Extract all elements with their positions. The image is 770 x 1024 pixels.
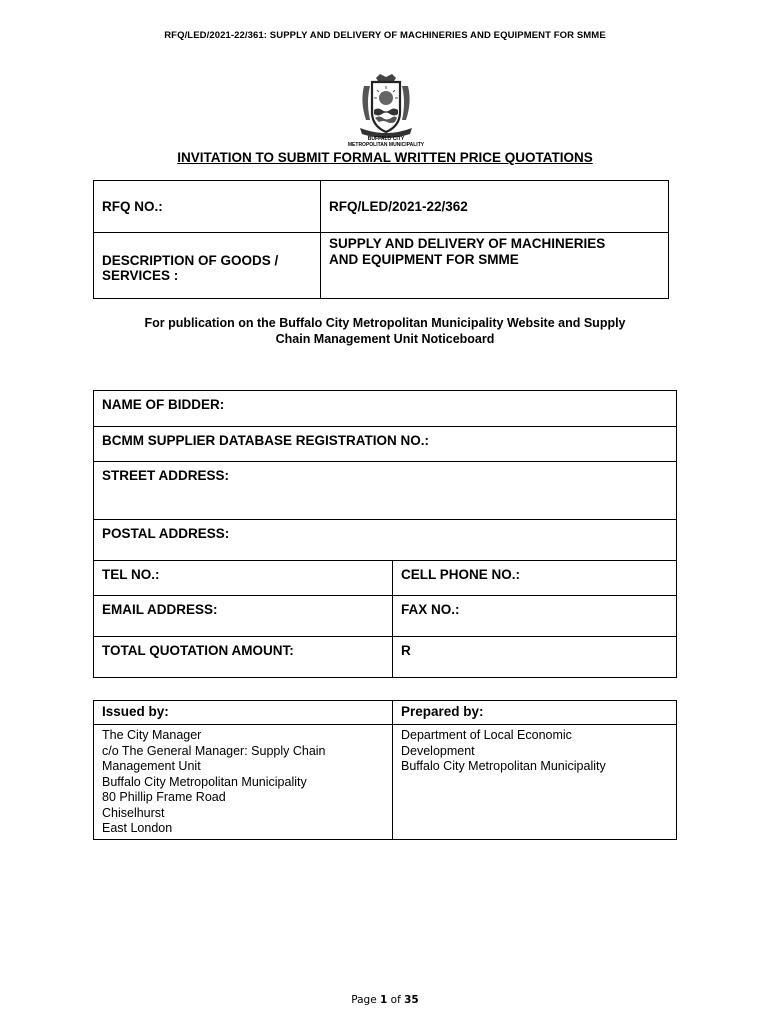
rfq-info-table bbox=[93, 180, 669, 299]
publication-note bbox=[90, 316, 680, 347]
logo-text-line1: BUFFALO CITY bbox=[367, 136, 405, 142]
logo-text-line2: METROPOLITAN MUNICIPALITY bbox=[347, 142, 425, 148]
coat-of-arms-icon bbox=[342, 72, 430, 138]
description-label bbox=[94, 233, 321, 299]
issued-by-line: Management Unit bbox=[102, 759, 201, 773]
postal-address-field[interactable]: POSTAL ADDRESS: bbox=[94, 520, 677, 561]
total-quotation-label: TOTAL QUOTATION AMOUNT: bbox=[94, 637, 393, 678]
fax-number-field[interactable]: FAX NO.: bbox=[393, 596, 677, 637]
page-of: of bbox=[390, 994, 401, 1006]
prepared-by-header: Prepared by: bbox=[393, 701, 677, 725]
rfq-number-label: RFQ NO.: bbox=[94, 181, 321, 233]
issued-by-line: c/o The General Manager: Supply Chain bbox=[102, 743, 326, 758]
description-value-line: AND EQUIPMENT FOR SMME bbox=[329, 252, 519, 267]
description-label-line: DESCRIPTION OF GOODS / bbox=[102, 252, 279, 268]
page-word: Page bbox=[351, 994, 377, 1006]
issued-prepared-table bbox=[93, 700, 677, 840]
municipality-logo bbox=[342, 72, 430, 152]
total-quotation-amount-field[interactable]: R bbox=[393, 637, 677, 678]
page-number bbox=[0, 994, 770, 1006]
description-label-line: SERVICES : bbox=[102, 267, 179, 283]
issued-by-address bbox=[94, 725, 393, 840]
prepared-by-line: Development bbox=[401, 743, 475, 758]
description-value-line: SUPPLY AND DELIVERY OF MACHINERIES bbox=[329, 236, 606, 251]
prepared-by-address bbox=[393, 725, 677, 840]
publication-line: Chain Management Unit Noticeboard bbox=[275, 331, 495, 346]
issued-by-line: Chiselhurst bbox=[102, 805, 165, 820]
bidder-details-table bbox=[93, 390, 677, 678]
bidder-name-field[interactable]: NAME OF BIDDER: bbox=[94, 391, 677, 427]
page-current: 1 bbox=[380, 994, 388, 1006]
rfq-number-value: RFQ/LED/2021-22/362 bbox=[321, 181, 669, 233]
issued-by-header: Issued by: bbox=[94, 701, 393, 725]
issued-by-line: The City Manager bbox=[102, 728, 202, 742]
publication-line: For publication on the Buffalo City Metropolitan Municipality Website and Supply bbox=[144, 316, 626, 330]
issued-by-line: East London bbox=[102, 821, 173, 835]
page-title: INVITATION TO SUBMIT FORMAL WRITTEN PRICE QUOTATIONS bbox=[177, 150, 593, 165]
issued-by-line: 80 Phillip Frame Road bbox=[102, 790, 226, 804]
prepared-by-line: Department of Local Economic bbox=[401, 728, 572, 742]
supplier-registration-field[interactable]: BCMM SUPPLIER DATABASE REGISTRATION NO.: bbox=[94, 427, 677, 462]
street-address-field[interactable]: STREET ADDRESS: bbox=[94, 462, 677, 520]
running-header: RFQ/LED/2021-22/361: SUPPLY AND DELIVERY OF MACHINERIES AND EQUIPMENT FOR SMME bbox=[164, 30, 606, 41]
page-total: 35 bbox=[404, 994, 419, 1006]
prepared-by-line: Buffalo City Metropolitan Municipality bbox=[401, 759, 606, 773]
tel-number-field[interactable]: TEL NO.: bbox=[94, 561, 393, 596]
cell-phone-field[interactable]: CELL PHONE NO.: bbox=[393, 561, 677, 596]
issued-by-line: Buffalo City Metropolitan Municipality bbox=[102, 774, 307, 789]
description-value bbox=[321, 233, 669, 299]
email-address-field[interactable]: EMAIL ADDRESS: bbox=[94, 596, 393, 637]
